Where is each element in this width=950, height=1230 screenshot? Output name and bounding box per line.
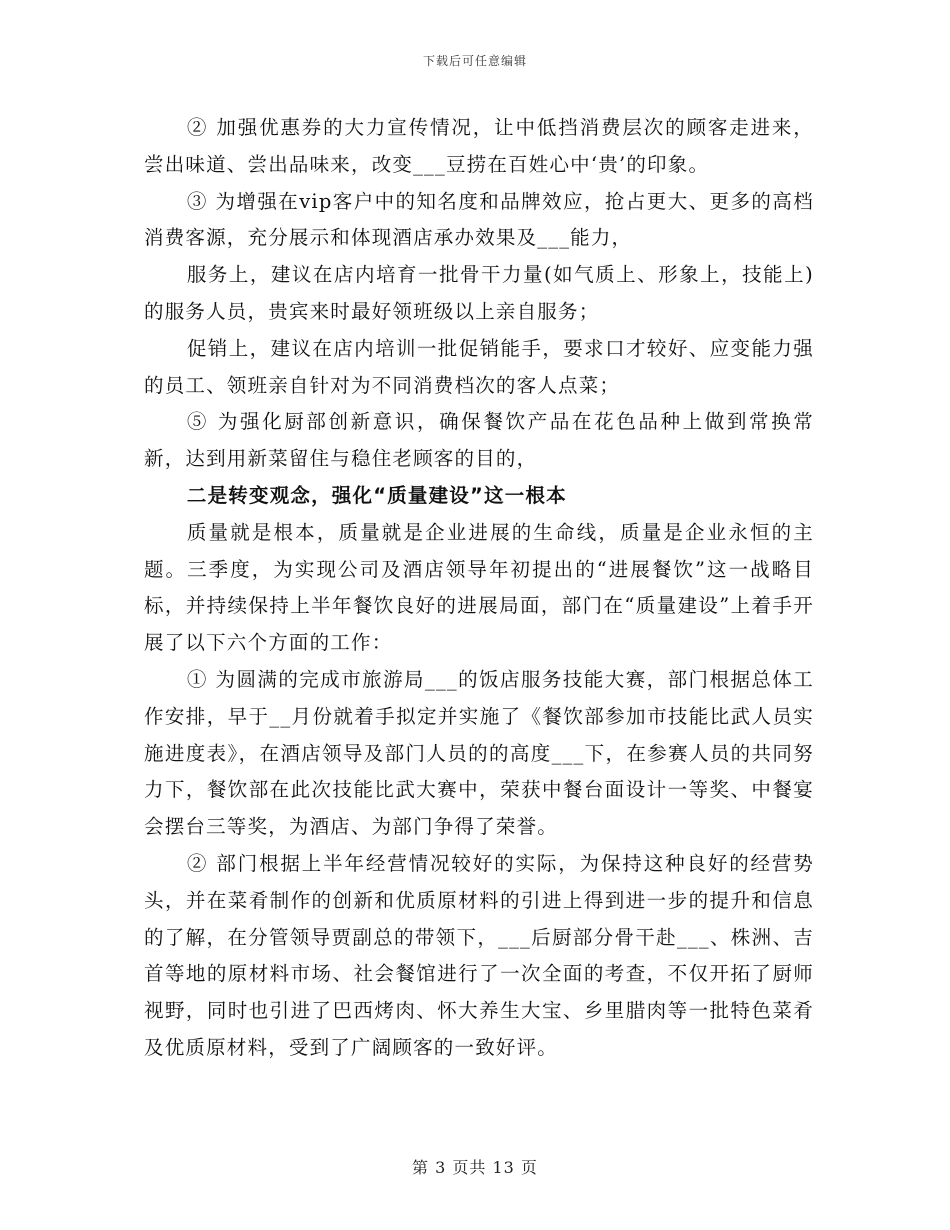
section-heading: 二是转变观念，强化“质量建设”这一根本 xyxy=(186,483,567,507)
paragraph-skills-contest: ① 为圆满的完成市旅游局___的饭店服务技能大赛，部门根据总体工作安排，早于__月份就着手拟定并实施了《餐饮部参加市技能比武人员实施进度表》，在酒店领导及部门人员的的高度___下，在参赛人员的共同努力下，餐饮部在此次技能比武大赛中，荣获中餐台面设计一等奖、中餐宴会摆台三等奖，为酒店、为部门争得了荣誉。 xyxy=(144,667,814,839)
paragraph-coupon-promotion: ② 加强优惠券的大力宣传情况，让中低挡消费层次的顾客走进来，尝出味道、尝出品味来，改变___豆捞在百姓心中‘贵’的印象。 xyxy=(144,116,814,176)
page-header: 下载后可任意编辑 xyxy=(422,54,527,68)
page-footer: 第 3 页共 13 页 xyxy=(412,1158,538,1177)
paragraph-kitchen-innovation: ⑤ 为强化厨部创新意识，确保餐饮产品在花色品种上做到常换常新，达到用新菜留住与稳住老顾客的目的， xyxy=(144,410,814,471)
paragraph-service: 服务上，建议在店内培育一批骨干力量(如气质上、形象上，技能上)的服务人员，贵宾来时最好领班级以上亲自服务； xyxy=(144,263,814,323)
paragraph-vip-brand: ③ 为增强在vip客户中的知名度和品牌效应，抢占更大、更多的高档消费客源，充分展示和体现酒店承办效果及___能力， xyxy=(144,189,814,250)
paragraph-sales: 促销上，建议在店内培训一批促销能手，要求口才较好、应变能力强的员工、领班亲自针对为不同消费档次的客人点菜； xyxy=(144,336,814,397)
paragraph-quality-intro: 质量就是根本，质量就是企业进展的生命线，质量是企业永恒的主题。三季度，为实现公司及酒店领导年初提出的“进展餐饮”这一战略目标，并持续保持上半年餐饮良好的进展局面，部门在“质量建设”上着手开展了以下六个方面的工作： xyxy=(144,520,814,655)
document-body xyxy=(144,110,814,1067)
paragraph-market-research: ② 部门根据上半年经营情况较好的实际，为保持这种良好的经营势头，并在菜肴制作的创新和优质原材料的引进上得到进一步的提升和信息的了解，在分管领导贾副总的带领下，___后厨部分骨干赴___、株洲、吉首等地的原材料市场、社会餐馆进行了一次全面的考查，不仅开拓了厨师视野，同时也引进了巴西烤肉、怀大养生大宝、乡里腊肉等一批特色菜肴及优质原材料，受到了广阔顾客的一致好评。 xyxy=(144,851,814,1059)
